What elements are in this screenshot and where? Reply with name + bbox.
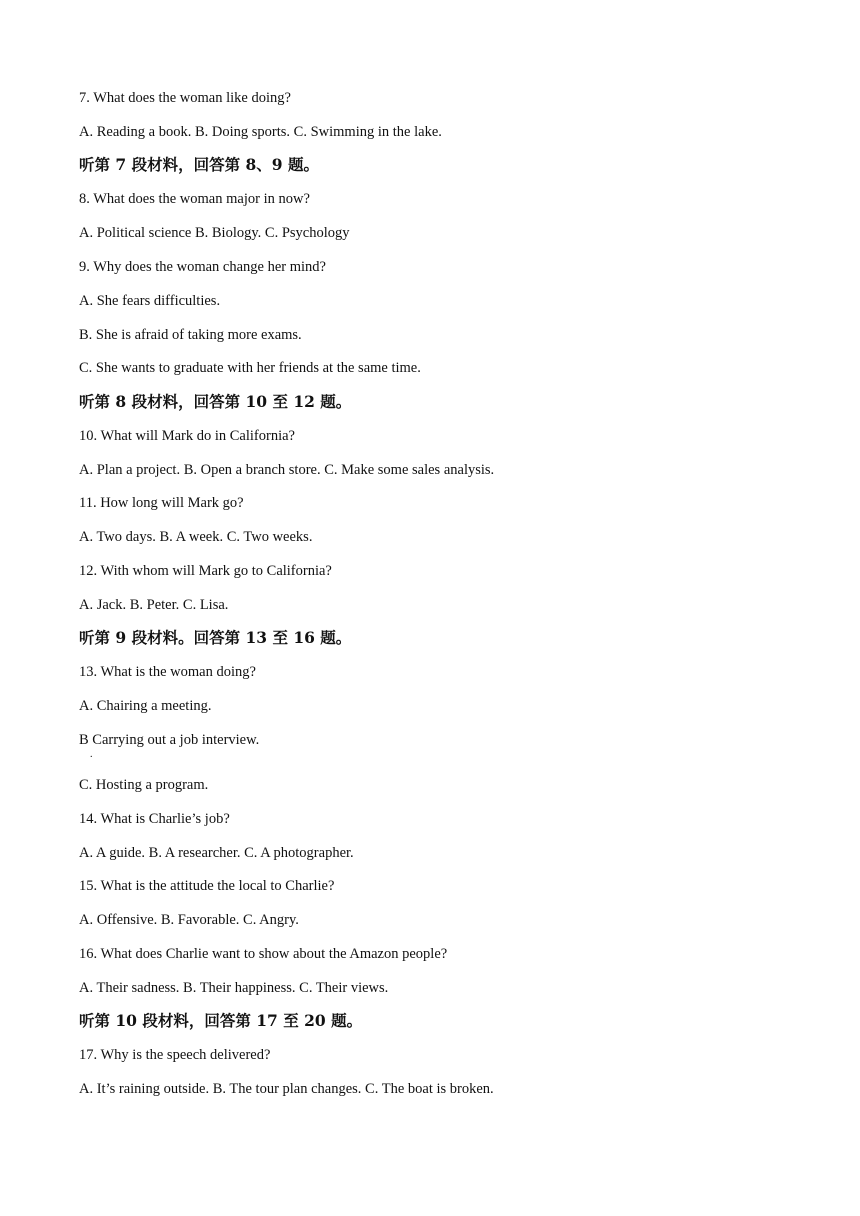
section-heading-10: 听第 10 段材料，回答第 17 至 20 题。 bbox=[79, 1011, 363, 1030]
question-7: 7. What does the woman like doing? bbox=[79, 90, 291, 106]
question-17: 17. Why is the speech delivered? bbox=[79, 1047, 271, 1063]
options-11: A. Two days. B. A week. C. Two weeks. bbox=[79, 529, 313, 545]
options-17: A. It’s raining outside. B. The tour plan changes. C. The boat is broken. bbox=[79, 1081, 494, 1097]
section-heading-8: 听第 8 段材料，回答第 10 至 12 题。 bbox=[79, 392, 352, 411]
option-13a: A. Chairing a meeting. bbox=[79, 698, 212, 714]
option-9c: C. She wants to graduate with her friends at the same time. bbox=[79, 360, 421, 376]
stray-mark: . bbox=[90, 749, 93, 760]
question-11: 11. How long will Mark go? bbox=[79, 495, 244, 511]
options-8: A. Political science B. Biology. C. Psychology bbox=[79, 225, 350, 241]
option-9b: B. She is afraid of taking more exams. bbox=[79, 327, 302, 343]
question-9: 9. Why does the woman change her mind? bbox=[79, 259, 326, 275]
option-13c: C. Hosting a program. bbox=[79, 777, 209, 793]
options-15: A. Offensive. B. Favorable. C. Angry. bbox=[79, 912, 299, 928]
options-16: A. Their sadness. B. Their happiness. C. Their views. bbox=[79, 980, 389, 996]
options-12: A. Jack. B. Peter. C. Lisa. bbox=[79, 597, 229, 613]
question-12: 12. With whom will Mark go to California? bbox=[79, 563, 332, 579]
question-10: 10. What will Mark do in California? bbox=[79, 428, 295, 444]
section-heading-7: 听第 7 段材料，回答第 8、9 题。 bbox=[79, 155, 319, 174]
option-9a: A. She fears difficulties. bbox=[79, 293, 221, 309]
question-14: 14. What is Charlie’s job? bbox=[79, 811, 230, 827]
options-10: A. Plan a project. B. Open a branch store. C. Make some sales analysis. bbox=[79, 462, 495, 478]
question-15: 15. What is the attitude the local to Charlie? bbox=[79, 878, 335, 894]
question-8: 8. What does the woman major in now? bbox=[79, 191, 310, 207]
question-16: 16. What does Charlie want to show about the Amazon people? bbox=[79, 946, 448, 962]
options-14: A. A guide. B. A researcher. C. A photographer. bbox=[79, 845, 354, 861]
option-13b: B Carrying out a job interview. bbox=[79, 732, 260, 748]
question-13: 13. What is the woman doing? bbox=[79, 664, 256, 680]
section-heading-9: 听第 9 段材料。回答第 13 至 16 题。 bbox=[79, 628, 352, 647]
options-7: A. Reading a book. B. Doing sports. C. Swimming in the lake. bbox=[79, 124, 442, 140]
